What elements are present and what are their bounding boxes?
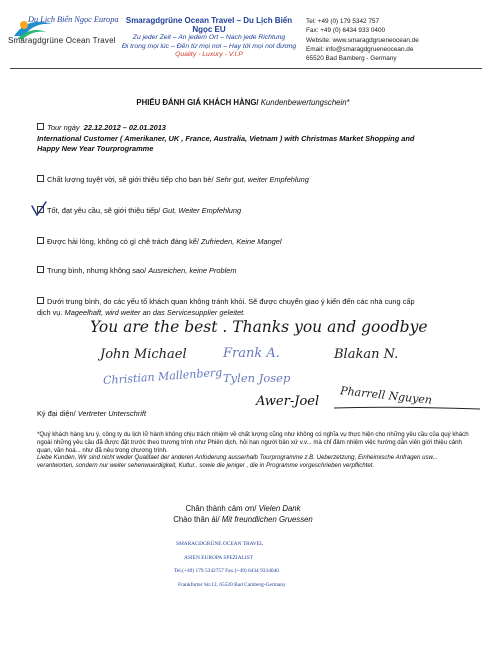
stamp-line-3: Tel.(+49) 179 5342757 Fax.(+49) 6434 9334040 (174, 568, 279, 574)
company-name: Smaragdgrüne Ocean Travel – Du Lịch Biển Ngọc EU (125, 16, 293, 34)
signature-4: Christian Mallenberg (102, 365, 223, 388)
option-3[interactable] (37, 237, 282, 248)
option-3-label-de: Zufrieden, Keine Mangel (201, 237, 282, 246)
closing-greeting (0, 514, 486, 525)
signature-underline (332, 404, 482, 412)
notice-block (37, 431, 469, 470)
representative-label (37, 409, 146, 420)
header-divider (10, 68, 482, 69)
contact-fax: Fax: +49 (0) 6434 933 0400 (306, 27, 386, 35)
checkmark-icon (30, 200, 48, 218)
option-4-label-de: Ausreichen, keine Problem (148, 266, 237, 275)
option-3-checkbox[interactable] (37, 237, 44, 244)
signature-3: Blakan N. (334, 347, 399, 362)
option-1-label-de: Sehr gut, weiter Empfehlung (215, 175, 309, 184)
form-title-de: Kundenbewertungschein* (258, 98, 350, 107)
contact-tel: Tel: +49 (0) 179 5342 757 (306, 18, 380, 25)
contact-email: Email: info@smaragdgrueneocean.de (306, 45, 414, 53)
signature-5: Tylen Josep (223, 371, 291, 385)
header-slogans (120, 17, 298, 60)
option-1-checkbox[interactable] (37, 175, 44, 182)
notice-de: Liebe Kunden, Wir sind nicht weder Qualitaet der anderen Anfoderung ausserhalb Tourprogramme z.B. Ueberzetzung, Einheimische Anfragen usw... verantworten, sondern nur weiter sehenwuerdigkeit, Kultur.. sowie die jeniger , die in Programme vorgeschrieben verpflichtet. (37, 454, 438, 470)
handwritten-note: You are the best . Thanks you and goodbye (90, 318, 428, 336)
signature-7: Pharrell Nguyen (339, 384, 433, 407)
option-3-label-vi: Được hài lòng, không có gì chê trách đáng kể/ (47, 237, 202, 246)
tour-dates: 22.12.2012 – 02.01.2013 (83, 123, 166, 132)
slogan-de: Zu jeder Zeit – An jedem Ort – Nach jede Richtung (132, 34, 286, 41)
closing-greeting-vi: Chào thân ái/ (173, 515, 222, 524)
closing-greeting-de: Mit freundlichen Gruessen (221, 515, 313, 524)
option-2-label-vi: Tốt, đạt yêu cầu, sẽ giới thiệu tiếp/ (47, 206, 163, 215)
notice-vi: *Quý khách hàng lưu ý, công ty du lịch lữ hành không chịu trách nhiệm về chất lượng cũng như không có nghĩa vụ thực hiện cho những yêu cầu của quý khách ngoài những yêu cầu đã được đặt trước theo trương trình như Phiên dịch, hỏi han người bản xứ v.v... mà chỉ đảm nhiệm việc hướng dẫn viên giới thiệu cảnh quan, văn hoá... như đã nêu trong chương trình. (37, 431, 469, 454)
tour-description-1: International Customer ( Amerikaner, UK , France, Australia, Vietnam ) with Christmas Market Shopping and (37, 133, 415, 143)
option-5-label-vi: Dưới trung bình, do các yếu tố khách quan không tránh khỏi. Sẽ được chuyển giao ý kiến đến các nhà cung cấp (47, 297, 415, 306)
slogan-quality: Quality - Luxury - V.I.P (175, 51, 243, 58)
slogan-vi: Đi trong mọi lúc – Đến từ mọi nơi – Hay tới mọi nơi đương (121, 42, 297, 50)
form-title-vi: PHIẾU ĐÁNH GIÁ KHÁCH HÀNG/ (136, 98, 259, 107)
closing-thanks-vi: Chân thành cảm ơn/ (185, 504, 259, 513)
signature-6: Awer-Joel (256, 394, 320, 409)
option-4-label-vi: Trung bình, nhưng không sao/ (47, 266, 149, 275)
logo-script-text: Du Lịch Biển Ngọc Europa (28, 15, 119, 24)
rep-label-de: Vertreter Unterschrift (77, 409, 147, 418)
option-5-label-vi-2: dịch vụ. (37, 307, 65, 317)
option-5-checkbox[interactable] (37, 297, 44, 304)
stamp-line-2: ASIEN EUROPA SPEZIALIST (184, 555, 253, 561)
company-stamp (172, 531, 304, 597)
tour-label: Tour ngày (47, 123, 80, 132)
logo-wordmark: Smaragdgrüne Ocean Travel (8, 36, 116, 45)
tour-description-2: Happy New Year Tourprogramme (37, 144, 154, 153)
option-5-label-de: Mageelhaft, wird weiter an das Servicesupplier geleitet. (64, 307, 246, 317)
contact-website: Website: www.smaragdgrueneocean.de (306, 36, 419, 44)
option-5[interactable] (37, 297, 477, 318)
option-2-label-de: Gut, Weiter Empfehlung (162, 206, 242, 215)
form-title (0, 98, 486, 107)
closing-thanks (0, 503, 486, 514)
contact-address: 65520 Bad Bamberg - Germany (306, 55, 397, 63)
signature-1: John Michael (100, 347, 187, 362)
rep-label-vi: Ký đại diện/ (37, 409, 78, 418)
signature-2: Frank A. (223, 346, 280, 361)
option-2[interactable] (37, 206, 241, 217)
tour-info (37, 123, 477, 155)
stamp-line-4: Frankfurter Str.12, 65520 Bad Camberg-Germany (178, 582, 286, 588)
tour-checkbox[interactable] (37, 123, 44, 130)
closing-block (0, 503, 486, 525)
option-4-checkbox[interactable] (37, 266, 44, 273)
stamp-line-1: SMARAGDGRÜNE OCEAN TRAVEL (176, 541, 264, 547)
closing-thanks-de: Vielen Dank (258, 504, 301, 513)
option-4[interactable] (37, 266, 237, 277)
contact-block (306, 17, 482, 63)
option-1[interactable] (37, 175, 309, 186)
option-1-label-vi: Chất lượng tuyệt vời, sẽ giới thiệu tiếp cho bạn bè/ (47, 175, 216, 184)
